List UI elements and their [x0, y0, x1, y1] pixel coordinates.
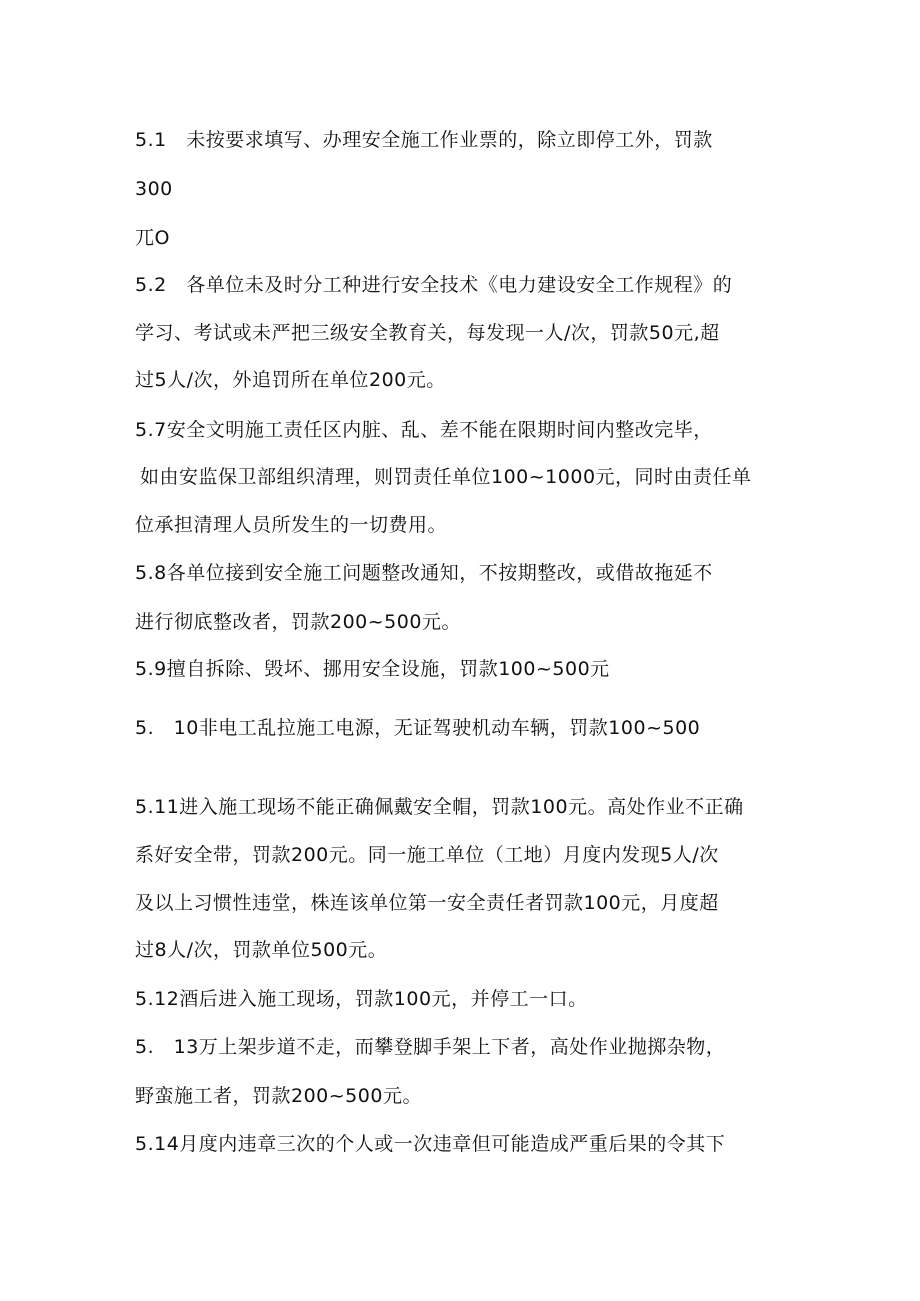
text-line-5-10: 5. 10非电工乱拉施工电源，无证驾驶机动车辆，罚款100~500 — [135, 717, 701, 739]
text-line-5-12: 5.12酒后进入施工现场，罚款100元，并停工一口。 — [135, 988, 588, 1010]
text-line-5-2: 5.2 各单位未及时分工种进行安全技术《电力建设安全工作规程》的 — [135, 274, 733, 296]
text-line-5-13: 5. 13万上架步道不走，而攀登脚手架上下者，高处作业抛掷杂物， — [135, 1036, 726, 1058]
text-line-5-11-cont-2: 及以上习惯性违堂，株连该单位第一安全责任者罚款100元，月度超 — [135, 892, 719, 914]
text-line-5-11: 5.11进入施工现场不能正确佩戴安全帽，罚款100元。高处作业不正确 — [135, 796, 744, 818]
text-line-5-8: 5.8各单位接到安全施工问题整改通知，不按期整改，或借故拖延不 — [135, 562, 713, 584]
text-line-5-13-cont-1: 野蛮施工者，罚款200~500元。 — [135, 1085, 422, 1107]
text-line-5-2-cont-1: 学习、考试或未严把三级安全教育关，每发现一人/次，罚款50元,超 — [135, 322, 720, 344]
text-line-5-7-cont-1: 如由安监保卫部组织清理，则罚责任单位100~1000元，同时由责任单 — [140, 466, 752, 488]
text-line-5-1: 5.1 未按要求填写、办理安全施工作业票的，除立即停工外，罚款 — [135, 129, 713, 151]
text-line-5-2-cont-2: 过5人/次，外追罚所在单位200元。 — [135, 369, 446, 391]
text-line-5-1-unit: 兀O — [135, 227, 170, 249]
text-line-5-11-cont-1: 系好安全带，罚款200元。同一施工单位（工地）月度内发现5人/次 — [135, 844, 719, 866]
text-line-5-9: 5.9擅自拆除、毁坏、挪用安全设施，罚款100~500元 — [135, 658, 610, 680]
text-line-5-11-cont-3: 过8人/次，罚款单位500元。 — [135, 939, 388, 961]
text-line-5-7-cont-2: 位承担清理人员所发生的一切费用。 — [135, 514, 448, 536]
text-line-5-14: 5.14月度内违章三次的个人或一次违章但可能造成严重后果的令其下 — [135, 1133, 726, 1155]
text-line-5-1-amount: 300 — [135, 178, 173, 200]
text-line-5-8-cont-1: 进行彻底整改者，罚款200~500元。 — [135, 611, 461, 633]
text-line-5-7: 5.7安全文明施工责任区内脏、乱、差不能在限期时间内整改完毕， — [135, 419, 713, 441]
